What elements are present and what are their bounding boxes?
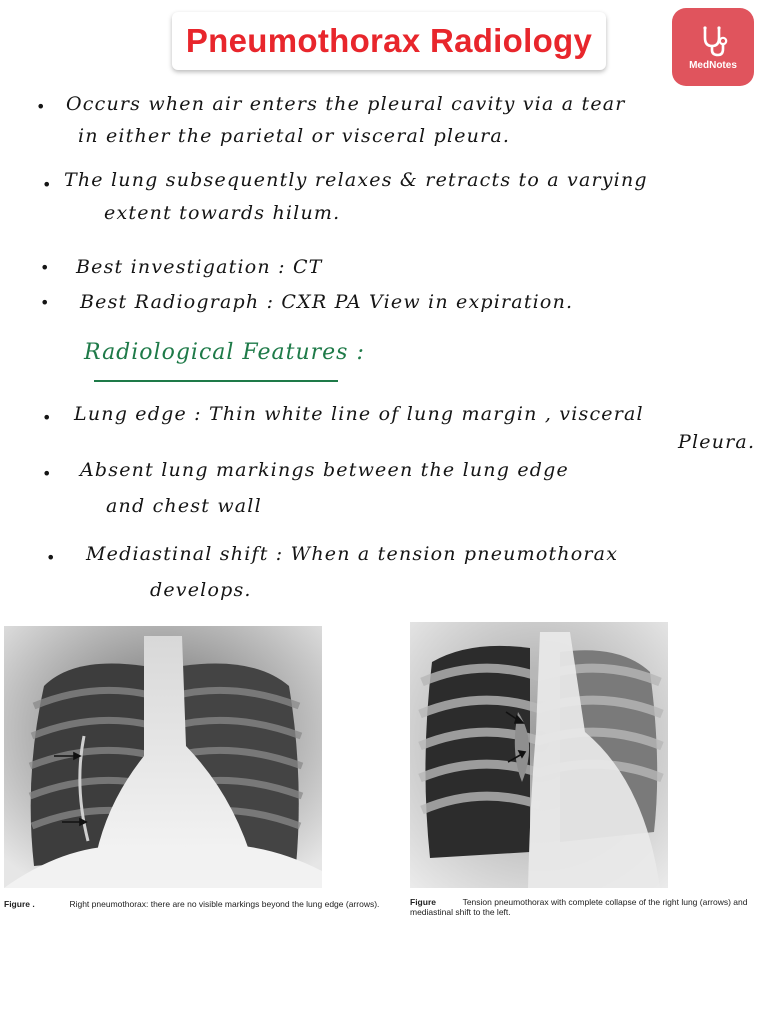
- note-line: extent towards hilum.: [104, 202, 341, 224]
- bullet-dot: •: [42, 175, 52, 194]
- section-heading: Radiological Features :: [84, 340, 365, 365]
- figure-caption-1: [4, 899, 404, 909]
- bullet-dot: •: [36, 97, 46, 116]
- title-banner: [172, 12, 606, 70]
- feature-line: and chest wall: [106, 495, 262, 517]
- figure-label: Figure .: [4, 899, 35, 909]
- feature-line: Absent lung markings between the lung edge: [80, 459, 569, 481]
- feature-line: Pleura.: [678, 431, 756, 453]
- page-title: Pneumothorax Radiology: [185, 22, 593, 59]
- bullet-dot: •: [40, 293, 50, 312]
- bullet-dot: •: [42, 408, 52, 427]
- figure-label: Figure: [410, 897, 436, 907]
- figure-caption-2: [410, 897, 762, 917]
- feature-line: Mediastinal shift : When a tension pneumothorax: [86, 543, 619, 565]
- caption-text: Right pneumothorax: there are no visible markings beyond the lung edge (arrows).: [69, 899, 380, 909]
- xray-image-right-pneumothorax: [4, 626, 322, 888]
- feature-line: Lung edge : Thin white line of lung margin , visceral: [74, 403, 644, 425]
- note-line: Best investigation : CT: [76, 256, 323, 278]
- xray-image-tension-pneumothorax: [410, 622, 668, 888]
- section-underline: [94, 380, 338, 382]
- note-line: Best Radiograph : CXR PA View in expiration.: [80, 291, 574, 313]
- logo-label: MedNotes: [689, 59, 737, 71]
- bullet-dot: •: [42, 464, 52, 483]
- caption-text: Tension pneumothorax with complete collapse of the right lung (arrows) and mediastinal shift to the left.: [410, 897, 748, 917]
- note-line: The lung subsequently relaxes & retracts to a varying: [64, 169, 648, 191]
- stethoscope-icon: [696, 24, 730, 58]
- bullet-dot: •: [46, 548, 56, 567]
- feature-line: develops.: [150, 579, 252, 601]
- mednotes-logo: [672, 8, 754, 86]
- note-line: in either the parietal or visceral pleura.: [78, 125, 511, 147]
- note-line: Occurs when air enters the pleural cavity via a tear: [66, 93, 626, 115]
- bullet-dot: •: [40, 258, 50, 277]
